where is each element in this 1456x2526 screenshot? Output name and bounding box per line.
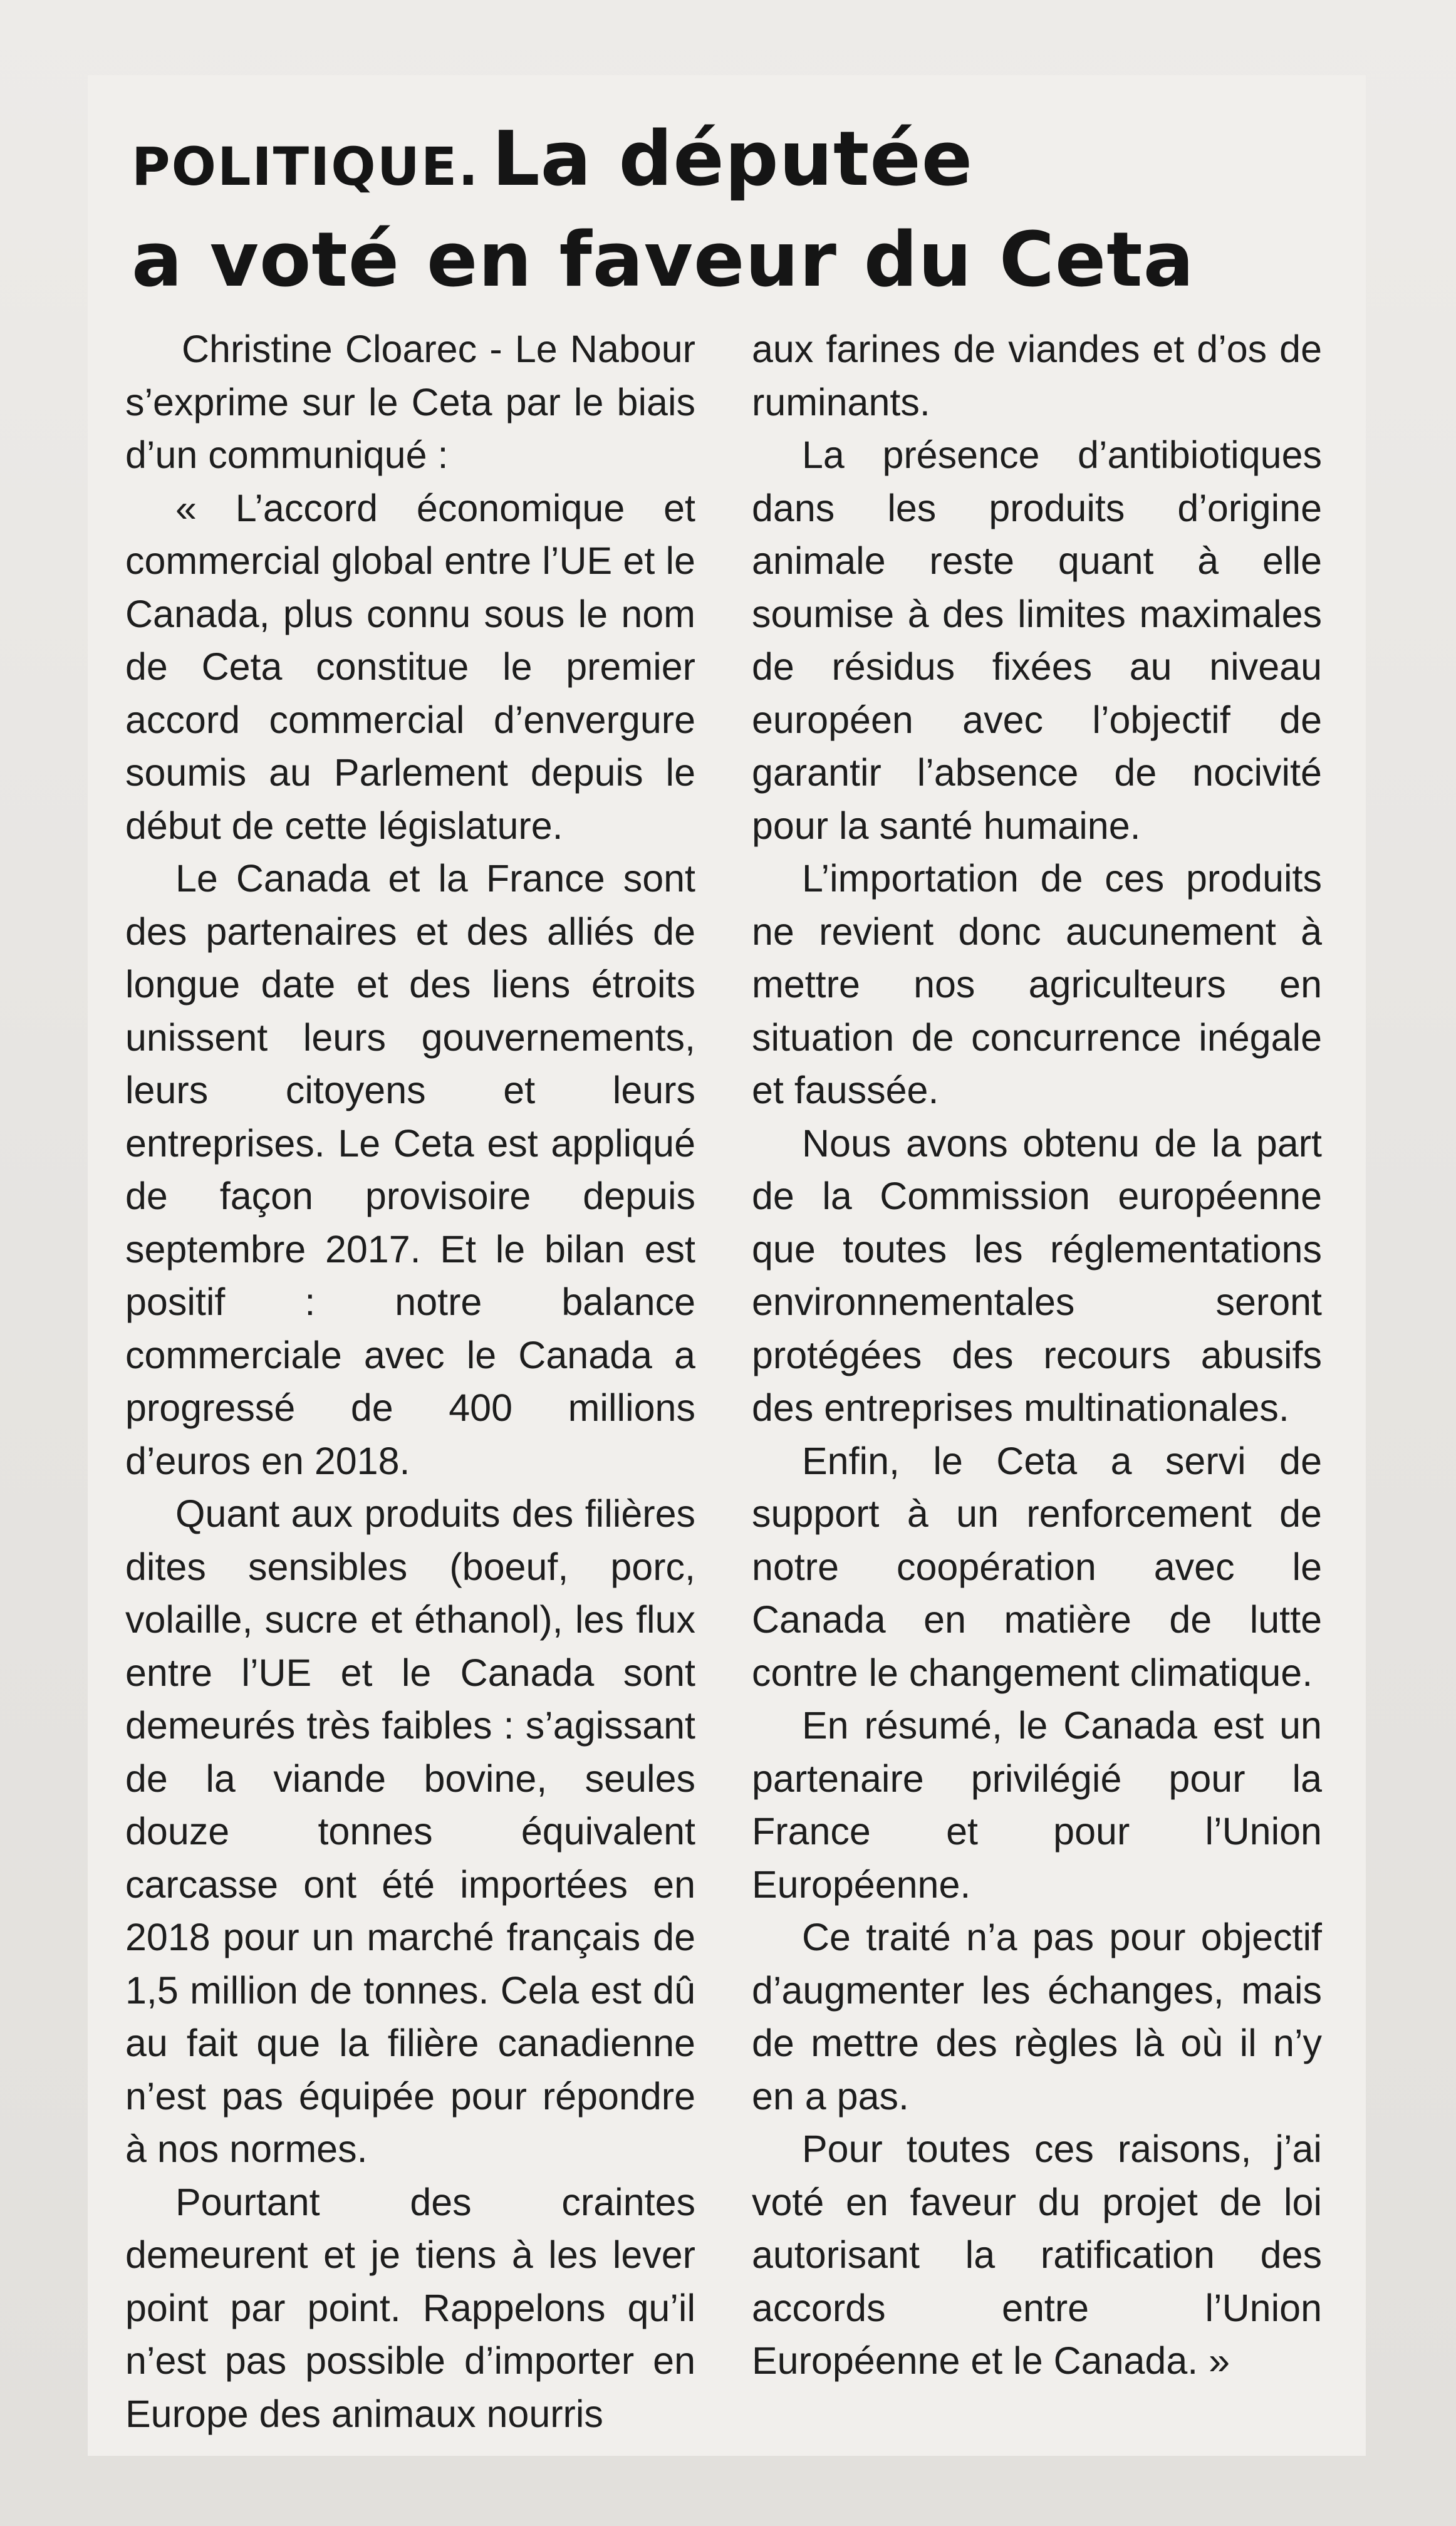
headline	[132, 113, 1322, 308]
paragraph: L’importation de ces produits ne revient donc aucunement à mettre nos agriculteurs en situation de concurrence inégale et faussée.	[752, 857, 1322, 1111]
paragraph: Ce traité n’a pas pour objectif d’augmenter les échanges, mais de mettre des règles là où il n’y en a pas.	[752, 1916, 1322, 2118]
section-kicker: POLITIQUE.	[132, 136, 480, 197]
paragraph: Nous avons obtenu de la part de la Commission européenne que toutes les réglementations environnementales seront protégées des recours abusifs des entreprises multinationales.	[752, 1121, 1322, 1429]
paragraph: La présence d’antibiotiques dans les produits d’origine animale reste quant à elle soumise à des limites maximales de résidus fixées au niveau européen avec l’objectif de garantir l’absence de nocivité pour la santé humaine.	[752, 434, 1322, 847]
paragraph: Pourtant des craintes demeurent et je tiens à les lever point par point. Rappelons qu’il n’est pas possible d’importer en Europe des animaux nourris	[125, 2180, 695, 2435]
paragraph: Quant aux produits des filières dites sensibles (boeuf, porc, volaille, sucre et éthanol), les flux entre l’UE et le Canada sont demeurés très faibles : s’agissant de la viande bovine, seules douze tonnes équivalent carcasse ont été importées en 2018 pour un marché français de 1,5 million de tonnes. Cela est dû au fait que la filière canadienne n’est pas équipée pour répondre à nos normes.	[125, 1492, 695, 2170]
paragraph: Le Canada et la France sont des partenaires et des alliés de longue date et des liens étroits unissent leurs gouvernements, leurs citoyens et leurs entreprises. Le Ceta est appliqué de façon provisoire depuis septembre 2017. Et le bilan est positif : notre balance commerciale avec le Canada a progressé de 400 millions d’euros en 2018.	[125, 857, 695, 1482]
paragraph: Pour toutes ces raisons, j’ai voté en faveur du projet de loi autorisant la ratification des accords entre l’Union Européenne et le Canada. »	[752, 2128, 1322, 2382]
newspaper-clipping	[88, 75, 1366, 2456]
paragraph: Christine Cloarec - Le Nabour s’exprime sur le Ceta par le biais d’un communiqué :	[125, 328, 695, 476]
paragraph: En résumé, le Canada est un partenaire privilégié pour la France et pour l’Union Européenne.	[752, 1704, 1322, 1906]
article-body	[125, 323, 1347, 2440]
headline-line-2: a voté en faveur du Ceta	[132, 217, 1195, 304]
right-column	[752, 323, 1322, 2440]
left-column	[125, 323, 695, 2440]
headline-text-1: La députée	[492, 116, 974, 203]
paragraph: Enfin, le Ceta a servi de support à un renforcement de notre coopération avec le Canada en matière de lutte contre le changement climatique.	[752, 1439, 1322, 1694]
paragraph-continuation: aux farines de viandes et d’os de ruminants.	[752, 328, 1322, 424]
paragraph: « L’accord économique et commercial global entre l’UE et le Canada, plus connu sous le nom de Ceta constitue le premier accord commercial d’envergure soumis au Parlement depuis le début de cette législature.	[125, 486, 695, 847]
headline-line-1	[132, 113, 1322, 214]
